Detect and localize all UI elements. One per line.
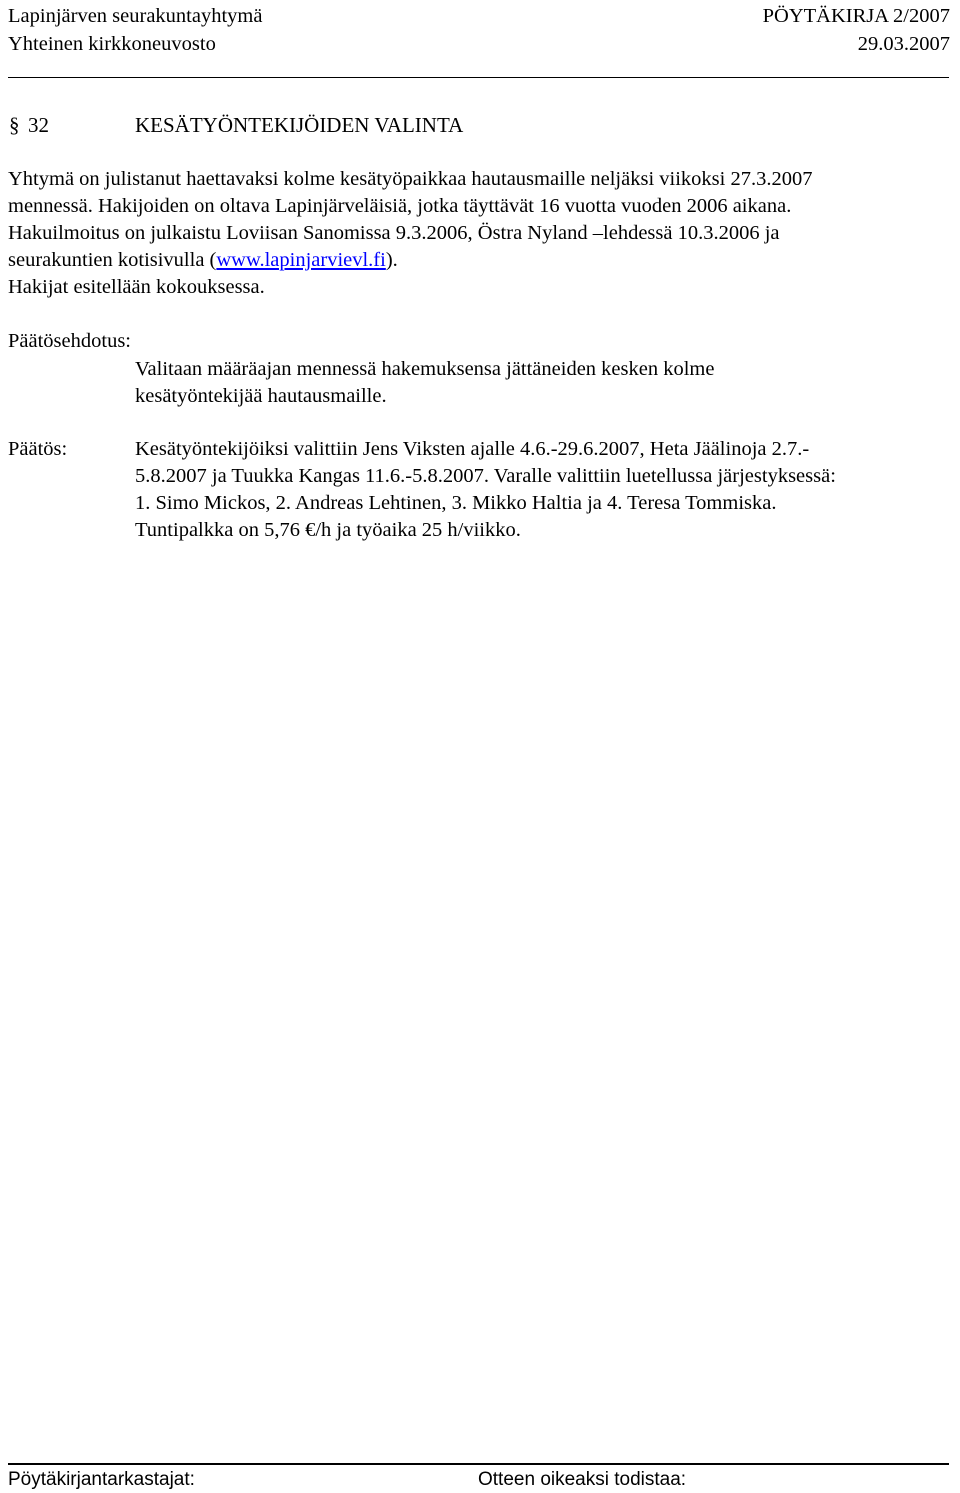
footer-minutes-checkers: Pöytäkirjantarkastajat: — [8, 1469, 195, 1490]
footer-divider — [8, 1463, 949, 1465]
proposal-text — [135, 356, 955, 410]
decision-text — [135, 436, 955, 544]
paragraph-line-with-link — [8, 247, 953, 274]
proposal-label: Päätösehdotus: — [8, 330, 131, 352]
decision-line: 1. Simo Mickos, 2. Andreas Lehtinen, 3. Mikko Haltia ja 4. Teresa Tommiska. — [135, 492, 777, 514]
paragraph-text: seurakuntien kotisivulla ( — [8, 249, 217, 271]
section-title: KESÄTYÖNTEKIJÖIDEN VALINTA — [135, 113, 464, 137]
paragraph-line: Yhtymä on julistanut haettavaksi kolme kesätyöpaikkaa hautausmaille neljäksi viikoksi 27.3.2007 — [8, 168, 813, 190]
header-document-type: PÖYTÄKIRJA 2/2007 — [762, 5, 950, 27]
decision-line: Kesätyöntekijöiksi valittiin Jens Viksten ajalle 4.6.-29.6.2007, Heta Jäälinoja 2.7.- — [135, 438, 810, 460]
paragraph-line: mennessä. Hakijoiden on oltava Lapinjärveläisiä, jotka täyttävät 16 vuotta vuoden 2006 aikana. — [8, 195, 792, 217]
paragraph-text: ). — [385, 249, 398, 271]
proposal-line: Valitaan määräajan mennessä hakemuksensa jättäneiden kesken kolme — [135, 358, 715, 380]
header-date: 29.03.2007 — [857, 33, 950, 55]
decision-line: Tuntipalkka on 5,76 €/h ja työaika 25 h/viikko. — [135, 519, 521, 541]
body-paragraph — [8, 166, 953, 301]
header-organization: Lapinjärven seurakuntayhtymä — [8, 5, 263, 27]
paragraph-line: Hakijat esitellään kokouksessa. — [8, 276, 265, 298]
section-sign: § — [9, 113, 20, 137]
header-body: Yhteinen kirkkoneuvosto — [8, 33, 216, 55]
proposal-line: kesätyöntekijää hautausmaille. — [135, 385, 387, 407]
paragraph-line: Hakuilmoitus on julkaistu Loviisan Sanomissa 9.3.2006, Östra Nyland –lehdessä 10.3.2006 ja — [8, 222, 780, 244]
website-link[interactable]: www.lapinjarvievl.fi — [216, 249, 386, 271]
decision-line: 5.8.2007 ja Tuukka Kangas 11.6.-5.8.2007. Varalle valittiin luetellussa järjestyksessä: — [135, 465, 836, 487]
footer-certified-copy: Otteen oikeaksi todistaa: — [478, 1469, 687, 1490]
decision-label: Päätös: — [8, 438, 68, 460]
section-number: 32 — [28, 113, 49, 137]
header-divider — [8, 77, 949, 78]
